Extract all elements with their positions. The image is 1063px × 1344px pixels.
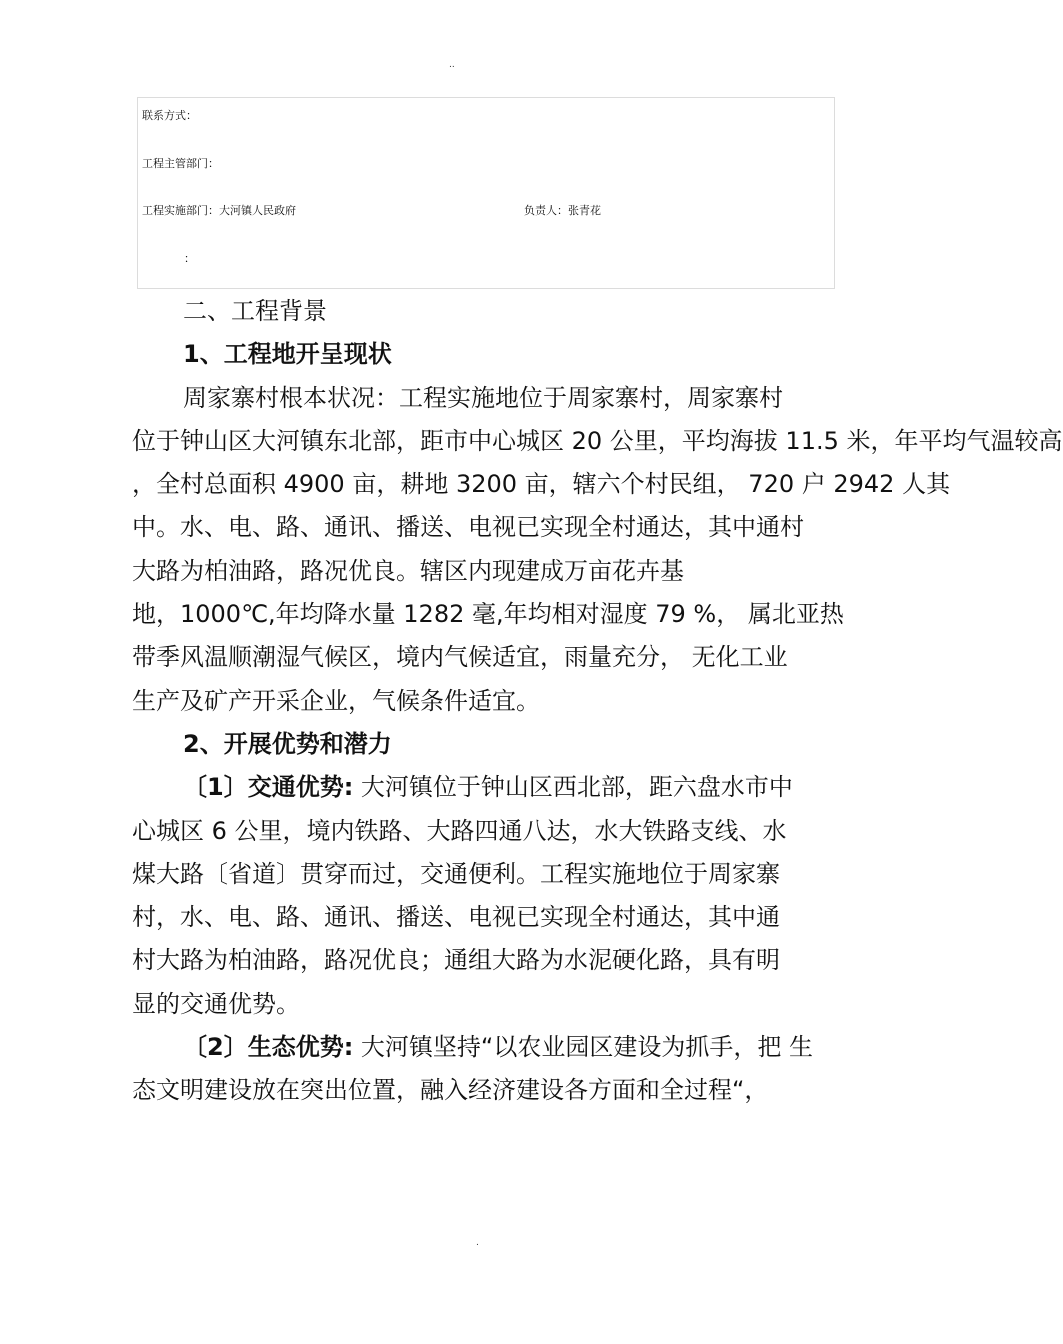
contact-label: 联系方式： [142, 109, 197, 122]
extra-field-label: ： [184, 252, 195, 265]
paragraph-line [132, 766, 872, 809]
heading-current-status: 1、工程地开呈现状 [183, 340, 392, 369]
paragraph-line: 心城区 6 公里，境内铁路、大路四通八达，水大铁路支线、水 [132, 816, 787, 845]
page-top-mark: .. [449, 60, 455, 70]
section-heading: 二、工程背景 [183, 297, 327, 325]
paragraph-line: 煤大路〔省道〕贯穿而过，交通便利。工程实施地位于周家寨 [132, 859, 780, 888]
manager-dept-label: 工程主管部门： [142, 157, 219, 170]
paragraph-line: 生产及矿产开采企业，气候条件适宜。 [132, 686, 540, 715]
paragraph-line: 村，水、电、路、通讯、播送、电视已实现全村通达，其中通 [132, 903, 780, 932]
paragraph-line: 周家寨村根本状况：工程实施地位于周家寨村，周家寨村 [183, 383, 783, 412]
paragraph-line: 态文明建设放在突出位置，融入经济建设各方面和全过程“， [132, 1076, 769, 1105]
paragraph-line: 中。水、电、路、通讯、播送、电视已实现全村通达，其中通村 [132, 513, 804, 542]
responsible-person-label: 负责人：张青花 [524, 204, 601, 217]
ecology-advantage-text: 大河镇坚持“以农业园区建设为抓手，把 生 [353, 1033, 813, 1062]
transport-advantage-text: 大河镇位于钟山区西北部，距六盘水市中 [353, 773, 793, 802]
paragraph-line: 显的交通优势。 [132, 989, 300, 1018]
document-body [132, 290, 1063, 1113]
project-info-box [137, 97, 835, 289]
ecology-advantage-lead: 〔2〕生态优势: [183, 1033, 354, 1062]
paragraph-line: 村大路为柏油路，路况优良；通组大路为水泥硬化路，具有明 [132, 946, 780, 975]
paragraph-line: 带季风温顺潮湿气候区，境内气候适宜，雨量充分， 无化工业 [132, 643, 788, 672]
page-bottom-mark: . [476, 1238, 479, 1248]
transport-advantage-lead: 〔1〕交通优势: [183, 773, 354, 802]
heading-advantages: 2、开展优势和潜力 [183, 729, 392, 758]
paragraph-line: 大路为柏油路，路况优良。辖区内现建成万亩花卉基 [132, 556, 684, 585]
impl-dept-label: 工程实施部门：大河镇人民政府 [142, 204, 296, 217]
paragraph-line [132, 1026, 872, 1069]
paragraph-line: 位于钟山区大河镇东北部，距市中心城区 20 公里，平均海拔 11.5 米，年平均气温较高 [132, 426, 1063, 455]
paragraph-line: ，全村总面积 4900 亩，耕地 3200 亩，辖六个村民组， 720 户 2942 人其 [132, 470, 951, 499]
paragraph-line: 地，1000℃,年均降水量 1282 毫,年均相对湿度 79 %， 属北亚热 [132, 600, 844, 629]
